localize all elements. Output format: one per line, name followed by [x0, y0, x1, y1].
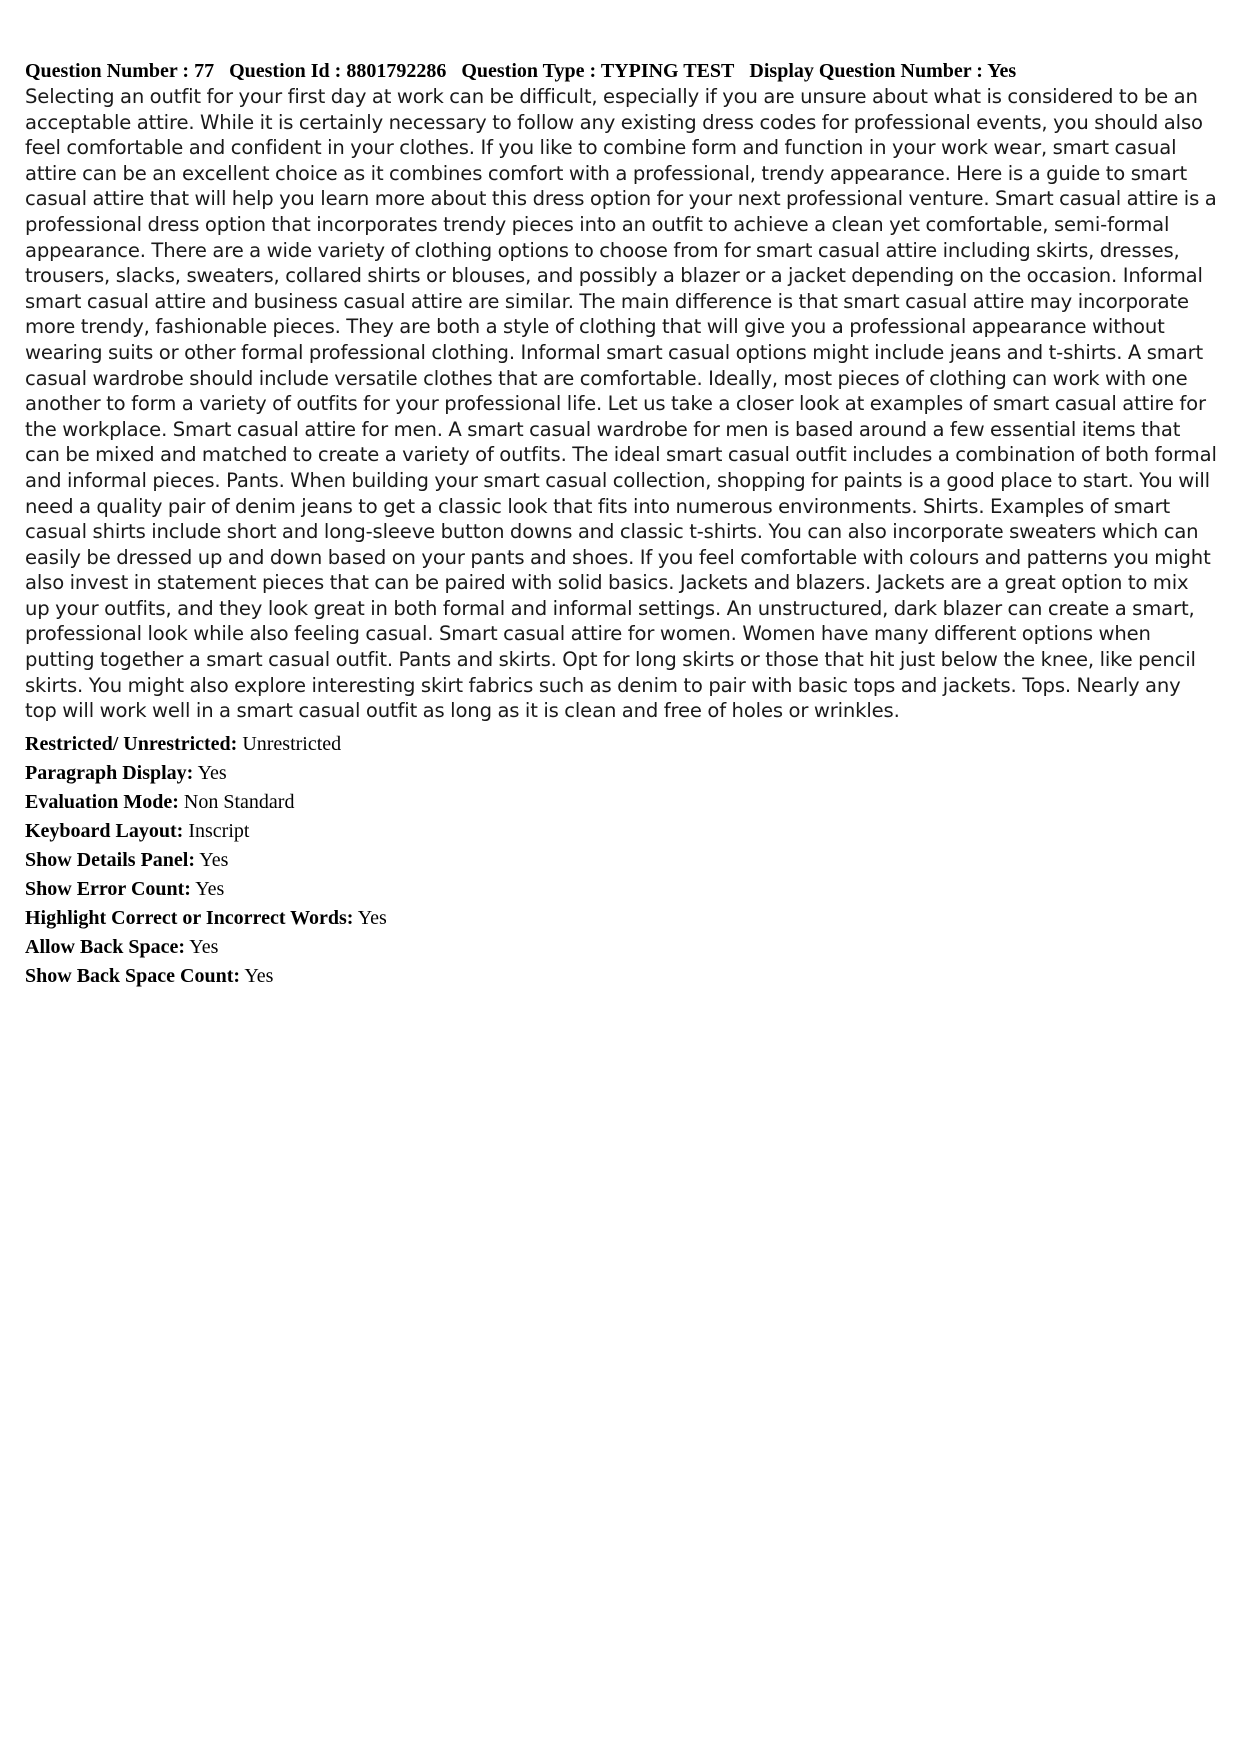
setting-value: Yes — [199, 848, 229, 871]
question-page — [25, 58, 1220, 991]
setting-row — [25, 962, 1220, 991]
setting-row — [25, 933, 1220, 962]
setting-label: Show Back Space Count: — [25, 964, 241, 987]
setting-row — [25, 788, 1220, 817]
setting-label: Paragraph Display: — [25, 761, 194, 784]
setting-row — [25, 817, 1220, 846]
setting-value: Yes — [244, 964, 274, 987]
setting-value: Non Standard — [183, 790, 295, 813]
setting-row — [25, 730, 1220, 759]
settings-list — [25, 730, 1220, 991]
typing-passage: Selecting an outfit for your first day at work can be difficult, especially if you are unsure about what is considered to be an acceptable attire. While it is certainly necessary to follow any existing dress codes for professional events, you should also feel comfortable and confident in your clothes. If you like to combine form and function in your work wear, smart casual attire can be an excellent choice as it combines comfort with a professional, trendy appearance. Here is a guide to smart casual attire that will help you learn more about this dress option for your next professional venture. Smart casual attire is a professional dress option that incorporates trendy pieces into an outfit to achieve a clean yet comfortable, semi-formal appearance. There are a wide variety of clothing options to choose from for smart casual attire including skirts, dresses, trousers, slacks, sweaters, collared shirts or blouses, and possibly a blazer or a jacket depending on the occasion. Informal smart casual attire and business casual attire are similar. The main difference is that smart casual attire may incorporate more trendy, fashionable pieces. They are both a style of clothing that will give you a professional appearance without wearing suits or other formal professional clothing. Informal smart casual options might include jeans and t-shirts. A smart casual wardrobe should include versatile clothes that are comfortable. Ideally, most pieces of clothing can work with one another to form a variety of outfits for your professional life. Let us take a closer look at examples of smart casual attire for the workplace. Smart casual attire for men. A smart casual wardrobe for men is based around a few essential items that can be mixed and matched to create a variety of outfits. The ideal smart casual outfit includes a combination of both formal and informal pieces. Pants. When building your smart casual collection, shopping for paints is a good place to start. You will need a quality pair of denim jeans to get a classic look that fits into numerous environments. Shirts. Examples of smart casual shirts include short and long-sleeve button downs and classic t-shirts. You can also incorporate sweaters which can easily be dressed up and down based on your pants and shoes. If you feel comfortable with colours and patterns you might also invest in statement pieces that can be paired with solid basics. Jackets and blazers. Jackets are a great option to mix up your outfits, and they look great in both formal and informal settings. An unstructured, dark blazer can create a smart, professional look while also feeling casual. Smart casual attire for women. Women have many different options when putting together a smart casual outfit. Pants and skirts. Opt for long skirts or those that hit just below the knee, like pencil skirts. You might also explore interesting skirt fabrics such as denim to pair with basic tops and jackets. Tops. Nearly any top will work well in a smart casual outfit as long as it is clean and free of holes or wrinkles. — [25, 85, 1217, 723]
setting-value: Unrestricted — [242, 732, 342, 755]
question-id-label: Question Id : — [229, 60, 342, 82]
question-type: TYPING TEST — [600, 60, 735, 82]
setting-value: Yes — [197, 761, 227, 784]
setting-value: Inscript — [188, 819, 250, 842]
question-id: 8801792286 — [346, 60, 447, 82]
setting-label: Show Error Count: — [25, 877, 191, 900]
setting-row — [25, 759, 1220, 788]
setting-value: Yes — [189, 935, 219, 958]
display-question-number-label: Display Question Number : — [749, 60, 983, 82]
setting-label: Keyboard Layout: — [25, 819, 184, 842]
setting-label: Allow Back Space: — [25, 935, 185, 958]
setting-value: Yes — [195, 877, 225, 900]
display-question-number: Yes — [987, 60, 1017, 82]
question-type-label: Question Type : — [461, 60, 597, 82]
setting-label: Show Details Panel: — [25, 848, 195, 871]
setting-label: Evaluation Mode: — [25, 790, 179, 813]
setting-row — [25, 846, 1220, 875]
question-header — [25, 58, 1220, 84]
setting-label: Restricted/ Unrestricted: — [25, 732, 238, 755]
setting-row — [25, 904, 1220, 933]
setting-row — [25, 875, 1220, 904]
setting-value: Yes — [357, 906, 387, 929]
question-number-label: Question Number : — [25, 60, 190, 82]
setting-label: Highlight Correct or Incorrect Words: — [25, 906, 354, 929]
question-number: 77 — [194, 60, 215, 82]
